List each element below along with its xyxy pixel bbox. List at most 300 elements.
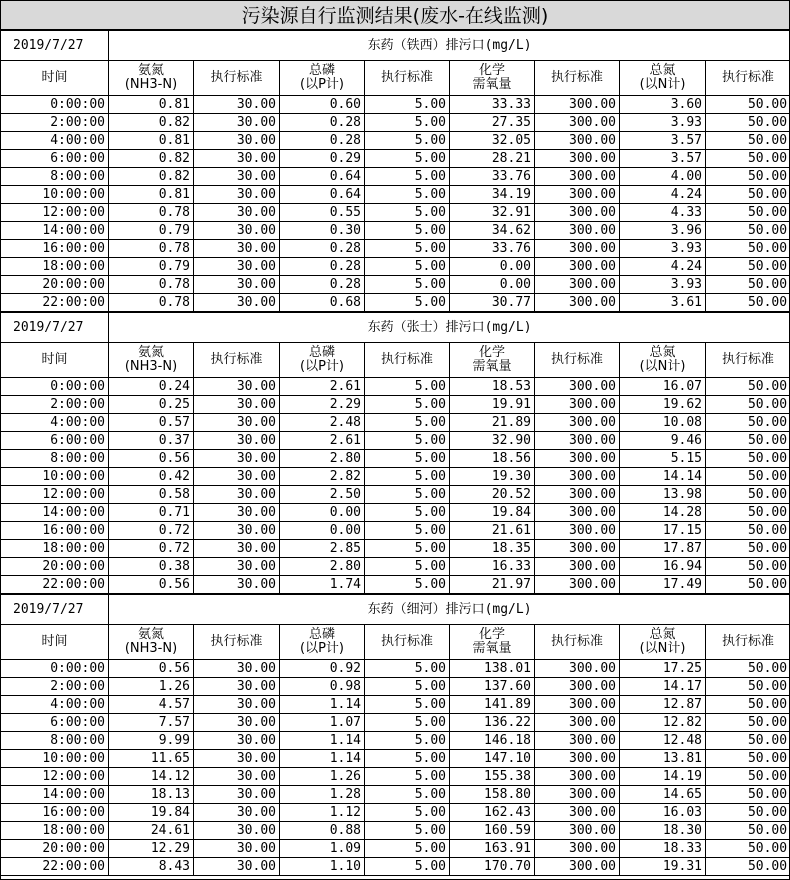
cod-cell: 136.22 bbox=[450, 714, 535, 732]
time-cell: 6:00:00 bbox=[1, 714, 109, 732]
ammonia-cell: 14.12 bbox=[109, 768, 194, 786]
nitrogen-cell: 12.48 bbox=[620, 732, 706, 750]
nitrogen-cell: 4.24 bbox=[620, 258, 706, 276]
cod-standard-cell: 300.00 bbox=[535, 378, 620, 396]
phosphorus-standard-cell: 5.00 bbox=[365, 786, 450, 804]
nitrogen-cell: 14.19 bbox=[620, 768, 706, 786]
phosphorus-standard-cell: 5.00 bbox=[365, 132, 450, 150]
cod-standard-cell: 300.00 bbox=[535, 150, 620, 168]
nitrogen-standard-cell: 50.00 bbox=[706, 468, 790, 486]
phosphorus-cell: 2.61 bbox=[280, 378, 365, 396]
phosphorus-cell: 0.30 bbox=[280, 222, 365, 240]
table-row bbox=[1, 660, 790, 678]
time-cell: 12:00:00 bbox=[1, 204, 109, 222]
phosphorus-cell: 1.09 bbox=[280, 840, 365, 858]
cod-standard-cell: 300.00 bbox=[535, 204, 620, 222]
cod-cell: 19.30 bbox=[450, 468, 535, 486]
phosphorus-standard-cell: 5.00 bbox=[365, 750, 450, 768]
cod-cell: 32.05 bbox=[450, 132, 535, 150]
table-row bbox=[1, 714, 790, 732]
ammonia-standard-cell: 30.00 bbox=[194, 822, 280, 840]
phosphorus-standard-cell: 5.00 bbox=[365, 696, 450, 714]
header-phosphorus-standard: 执行标准 bbox=[365, 61, 450, 96]
ammonia-standard-cell: 30.00 bbox=[194, 240, 280, 258]
time-cell: 2:00:00 bbox=[1, 678, 109, 696]
phosphorus-cell: 2.61 bbox=[280, 432, 365, 450]
header-nitrogen-standard: 执行标准 bbox=[706, 61, 790, 96]
time-cell: 2:00:00 bbox=[1, 114, 109, 132]
nitrogen-standard-cell: 50.00 bbox=[706, 258, 790, 276]
cod-cell: 19.91 bbox=[450, 396, 535, 414]
ammonia-cell: 18.13 bbox=[109, 786, 194, 804]
nitrogen-cell: 14.14 bbox=[620, 468, 706, 486]
time-cell: 18:00:00 bbox=[1, 258, 109, 276]
nitrogen-standard-cell: 50.00 bbox=[706, 96, 790, 114]
ammonia-standard-cell: 30.00 bbox=[194, 204, 280, 222]
table-row bbox=[1, 804, 790, 822]
nitrogen-standard-cell: 50.00 bbox=[706, 150, 790, 168]
ammonia-standard-cell: 30.00 bbox=[194, 768, 280, 786]
ammonia-standard-cell: 30.00 bbox=[194, 696, 280, 714]
cod-cell: 32.90 bbox=[450, 432, 535, 450]
nitrogen-standard-cell: 50.00 bbox=[706, 186, 790, 204]
column-header-row bbox=[1, 61, 790, 96]
cod-cell: 137.60 bbox=[450, 678, 535, 696]
time-cell: 8:00:00 bbox=[1, 450, 109, 468]
time-cell: 16:00:00 bbox=[1, 240, 109, 258]
nitrogen-cell: 4.00 bbox=[620, 168, 706, 186]
time-cell: 6:00:00 bbox=[1, 150, 109, 168]
ammonia-standard-cell: 30.00 bbox=[194, 750, 280, 768]
nitrogen-cell: 3.93 bbox=[620, 114, 706, 132]
nitrogen-standard-cell: 50.00 bbox=[706, 432, 790, 450]
ammonia-standard-cell: 30.00 bbox=[194, 396, 280, 414]
phosphorus-cell: 0.28 bbox=[280, 258, 365, 276]
table-row bbox=[1, 786, 790, 804]
time-cell: 14:00:00 bbox=[1, 222, 109, 240]
header-nitrogen: 总氮 (以N计) bbox=[620, 625, 706, 660]
table-row bbox=[1, 450, 790, 468]
phosphorus-standard-cell: 5.00 bbox=[365, 540, 450, 558]
header-nitrogen-standard: 执行标准 bbox=[706, 625, 790, 660]
cod-cell: 147.10 bbox=[450, 750, 535, 768]
header-cod-standard: 执行标准 bbox=[535, 61, 620, 96]
nitrogen-standard-cell: 50.00 bbox=[706, 240, 790, 258]
phosphorus-cell: 1.14 bbox=[280, 732, 365, 750]
ammonia-cell: 0.24 bbox=[109, 378, 194, 396]
phosphorus-standard-cell: 5.00 bbox=[365, 378, 450, 396]
phosphorus-standard-cell: 5.00 bbox=[365, 732, 450, 750]
cod-cell: 27.35 bbox=[450, 114, 535, 132]
column-header-row bbox=[1, 343, 790, 378]
phosphorus-standard-cell: 5.00 bbox=[365, 678, 450, 696]
table-row bbox=[1, 768, 790, 786]
nitrogen-standard-cell: 50.00 bbox=[706, 132, 790, 150]
phosphorus-standard-cell: 5.00 bbox=[365, 396, 450, 414]
ammonia-standard-cell: 30.00 bbox=[194, 522, 280, 540]
phosphorus-cell: 0.00 bbox=[280, 504, 365, 522]
nitrogen-cell: 19.62 bbox=[620, 396, 706, 414]
table-row bbox=[1, 132, 790, 150]
phosphorus-cell: 0.64 bbox=[280, 186, 365, 204]
ammonia-cell: 9.99 bbox=[109, 732, 194, 750]
nitrogen-standard-cell: 50.00 bbox=[706, 114, 790, 132]
ammonia-cell: 0.58 bbox=[109, 486, 194, 504]
ammonia-standard-cell: 30.00 bbox=[194, 786, 280, 804]
cod-cell: 19.84 bbox=[450, 504, 535, 522]
phosphorus-standard-cell: 5.00 bbox=[365, 522, 450, 540]
report-title: 污染源自行监测结果(废水-在线监测) bbox=[1, 0, 789, 30]
cod-standard-cell: 300.00 bbox=[535, 558, 620, 576]
phosphorus-standard-cell: 5.00 bbox=[365, 432, 450, 450]
cod-standard-cell: 300.00 bbox=[535, 450, 620, 468]
ammonia-cell: 7.57 bbox=[109, 714, 194, 732]
ammonia-standard-cell: 30.00 bbox=[194, 678, 280, 696]
time-cell: 4:00:00 bbox=[1, 696, 109, 714]
nitrogen-standard-cell: 50.00 bbox=[706, 576, 790, 594]
phosphorus-standard-cell: 5.00 bbox=[365, 576, 450, 594]
ammonia-cell: 0.81 bbox=[109, 132, 194, 150]
phosphorus-standard-cell: 5.00 bbox=[365, 468, 450, 486]
phosphorus-standard-cell: 5.00 bbox=[365, 804, 450, 822]
ammonia-standard-cell: 30.00 bbox=[194, 432, 280, 450]
header-time: 时间 bbox=[1, 625, 109, 660]
time-cell: 22:00:00 bbox=[1, 294, 109, 312]
table-row bbox=[1, 486, 790, 504]
phosphorus-standard-cell: 5.00 bbox=[365, 822, 450, 840]
nitrogen-cell: 5.15 bbox=[620, 450, 706, 468]
nitrogen-standard-cell: 50.00 bbox=[706, 504, 790, 522]
ammonia-cell: 0.72 bbox=[109, 540, 194, 558]
table-row bbox=[1, 294, 790, 312]
nitrogen-cell: 12.82 bbox=[620, 714, 706, 732]
ammonia-standard-cell: 30.00 bbox=[194, 96, 280, 114]
ammonia-standard-cell: 30.00 bbox=[194, 414, 280, 432]
header-phosphorus: 总磷 (以P计) bbox=[280, 343, 365, 378]
ammonia-cell: 0.25 bbox=[109, 396, 194, 414]
header-nitrogen-standard: 执行标准 bbox=[706, 343, 790, 378]
cod-cell: 33.76 bbox=[450, 168, 535, 186]
ammonia-cell: 8.43 bbox=[109, 858, 194, 876]
outlet-name: 东药（细河）排污口(mg/L) bbox=[109, 595, 790, 625]
header-cod-standard: 执行标准 bbox=[535, 343, 620, 378]
time-cell: 22:00:00 bbox=[1, 858, 109, 876]
outlet-title-row bbox=[1, 31, 790, 61]
outlet-name: 东药（铁西）排污口(mg/L) bbox=[109, 31, 790, 61]
phosphorus-cell: 1.74 bbox=[280, 576, 365, 594]
table-row bbox=[1, 696, 790, 714]
nitrogen-cell: 4.24 bbox=[620, 186, 706, 204]
cod-cell: 16.33 bbox=[450, 558, 535, 576]
nitrogen-cell: 3.93 bbox=[620, 276, 706, 294]
cod-standard-cell: 300.00 bbox=[535, 768, 620, 786]
nitrogen-cell: 19.31 bbox=[620, 858, 706, 876]
phosphorus-standard-cell: 5.00 bbox=[365, 222, 450, 240]
nitrogen-cell: 3.57 bbox=[620, 150, 706, 168]
ammonia-cell: 12.29 bbox=[109, 840, 194, 858]
time-cell: 20:00:00 bbox=[1, 558, 109, 576]
header-ammonia-standard: 执行标准 bbox=[194, 61, 280, 96]
nitrogen-standard-cell: 50.00 bbox=[706, 276, 790, 294]
time-cell: 0:00:00 bbox=[1, 378, 109, 396]
time-cell: 0:00:00 bbox=[1, 96, 109, 114]
ammonia-cell: 0.81 bbox=[109, 186, 194, 204]
nitrogen-standard-cell: 50.00 bbox=[706, 822, 790, 840]
table-row bbox=[1, 258, 790, 276]
cod-standard-cell: 300.00 bbox=[535, 696, 620, 714]
phosphorus-standard-cell: 5.00 bbox=[365, 258, 450, 276]
nitrogen-cell: 9.46 bbox=[620, 432, 706, 450]
phosphorus-cell: 2.80 bbox=[280, 558, 365, 576]
nitrogen-standard-cell: 50.00 bbox=[706, 396, 790, 414]
table-row bbox=[1, 750, 790, 768]
nitrogen-cell: 14.17 bbox=[620, 678, 706, 696]
phosphorus-cell: 1.28 bbox=[280, 786, 365, 804]
nitrogen-cell: 18.33 bbox=[620, 840, 706, 858]
table-row bbox=[1, 168, 790, 186]
nitrogen-standard-cell: 50.00 bbox=[706, 660, 790, 678]
cod-cell: 158.80 bbox=[450, 786, 535, 804]
phosphorus-standard-cell: 5.00 bbox=[365, 504, 450, 522]
ammonia-cell: 11.65 bbox=[109, 750, 194, 768]
phosphorus-standard-cell: 5.00 bbox=[365, 240, 450, 258]
header-phosphorus: 总磷 (以P计) bbox=[280, 61, 365, 96]
cod-standard-cell: 300.00 bbox=[535, 504, 620, 522]
ammonia-standard-cell: 30.00 bbox=[194, 486, 280, 504]
cod-standard-cell: 300.00 bbox=[535, 750, 620, 768]
time-cell: 6:00:00 bbox=[1, 432, 109, 450]
header-time: 时间 bbox=[1, 343, 109, 378]
cod-cell: 0.00 bbox=[450, 258, 535, 276]
header-nitrogen: 总氮 (以N计) bbox=[620, 61, 706, 96]
nitrogen-standard-cell: 50.00 bbox=[706, 222, 790, 240]
phosphorus-standard-cell: 5.00 bbox=[365, 96, 450, 114]
ammonia-cell: 1.26 bbox=[109, 678, 194, 696]
ammonia-cell: 0.79 bbox=[109, 222, 194, 240]
cod-cell: 33.33 bbox=[450, 96, 535, 114]
table-row bbox=[1, 522, 790, 540]
phosphorus-cell: 0.28 bbox=[280, 276, 365, 294]
time-cell: 14:00:00 bbox=[1, 504, 109, 522]
nitrogen-standard-cell: 50.00 bbox=[706, 750, 790, 768]
nitrogen-cell: 17.49 bbox=[620, 576, 706, 594]
phosphorus-standard-cell: 5.00 bbox=[365, 714, 450, 732]
ammonia-standard-cell: 30.00 bbox=[194, 660, 280, 678]
ammonia-standard-cell: 30.00 bbox=[194, 732, 280, 750]
nitrogen-standard-cell: 50.00 bbox=[706, 486, 790, 504]
ammonia-cell: 0.42 bbox=[109, 468, 194, 486]
nitrogen-standard-cell: 50.00 bbox=[706, 558, 790, 576]
ammonia-cell: 4.57 bbox=[109, 696, 194, 714]
cod-standard-cell: 300.00 bbox=[535, 660, 620, 678]
cod-cell: 163.91 bbox=[450, 840, 535, 858]
time-cell: 4:00:00 bbox=[1, 414, 109, 432]
cod-standard-cell: 300.00 bbox=[535, 258, 620, 276]
nitrogen-cell: 12.87 bbox=[620, 696, 706, 714]
cod-standard-cell: 300.00 bbox=[535, 576, 620, 594]
phosphorus-cell: 2.85 bbox=[280, 540, 365, 558]
phosphorus-standard-cell: 5.00 bbox=[365, 414, 450, 432]
nitrogen-cell: 3.96 bbox=[620, 222, 706, 240]
table-row bbox=[1, 96, 790, 114]
cod-standard-cell: 300.00 bbox=[535, 432, 620, 450]
nitrogen-standard-cell: 50.00 bbox=[706, 804, 790, 822]
table-row bbox=[1, 732, 790, 750]
cod-standard-cell: 300.00 bbox=[535, 540, 620, 558]
phosphorus-cell: 0.55 bbox=[280, 204, 365, 222]
report-date: 2019/7/27 bbox=[1, 313, 109, 343]
ammonia-cell: 0.38 bbox=[109, 558, 194, 576]
cod-cell: 21.97 bbox=[450, 576, 535, 594]
phosphorus-standard-cell: 5.00 bbox=[365, 858, 450, 876]
nitrogen-cell: 14.65 bbox=[620, 786, 706, 804]
nitrogen-standard-cell: 50.00 bbox=[706, 540, 790, 558]
table-row bbox=[1, 576, 790, 594]
table-row bbox=[1, 114, 790, 132]
ammonia-standard-cell: 30.00 bbox=[194, 840, 280, 858]
ammonia-cell: 0.72 bbox=[109, 522, 194, 540]
time-cell: 12:00:00 bbox=[1, 486, 109, 504]
time-cell: 12:00:00 bbox=[1, 768, 109, 786]
ammonia-standard-cell: 30.00 bbox=[194, 378, 280, 396]
cod-standard-cell: 300.00 bbox=[535, 822, 620, 840]
table-row bbox=[1, 504, 790, 522]
cod-cell: 21.89 bbox=[450, 414, 535, 432]
cod-standard-cell: 300.00 bbox=[535, 732, 620, 750]
time-cell: 8:00:00 bbox=[1, 168, 109, 186]
nitrogen-cell: 3.93 bbox=[620, 240, 706, 258]
cod-standard-cell: 300.00 bbox=[535, 132, 620, 150]
outlet-title-row bbox=[1, 595, 790, 625]
ammonia-standard-cell: 30.00 bbox=[194, 450, 280, 468]
cod-standard-cell: 300.00 bbox=[535, 222, 620, 240]
time-cell: 20:00:00 bbox=[1, 276, 109, 294]
phosphorus-cell: 0.29 bbox=[280, 150, 365, 168]
time-cell: 10:00:00 bbox=[1, 186, 109, 204]
cod-cell: 20.52 bbox=[450, 486, 535, 504]
table-row bbox=[1, 822, 790, 840]
phosphorus-cell: 0.88 bbox=[280, 822, 365, 840]
table-row bbox=[1, 276, 790, 294]
phosphorus-standard-cell: 5.00 bbox=[365, 486, 450, 504]
nitrogen-standard-cell: 50.00 bbox=[706, 450, 790, 468]
phosphorus-standard-cell: 5.00 bbox=[365, 150, 450, 168]
ammonia-standard-cell: 30.00 bbox=[194, 468, 280, 486]
ammonia-standard-cell: 30.00 bbox=[194, 558, 280, 576]
phosphorus-cell: 1.14 bbox=[280, 750, 365, 768]
cod-cell: 33.76 bbox=[450, 240, 535, 258]
nitrogen-standard-cell: 50.00 bbox=[706, 696, 790, 714]
ammonia-cell: 0.71 bbox=[109, 504, 194, 522]
ammonia-cell: 24.61 bbox=[109, 822, 194, 840]
phosphorus-cell: 1.26 bbox=[280, 768, 365, 786]
phosphorus-cell: 0.68 bbox=[280, 294, 365, 312]
ammonia-cell: 0.37 bbox=[109, 432, 194, 450]
phosphorus-cell: 1.10 bbox=[280, 858, 365, 876]
header-ammonia: 氨氮 (NH3-N) bbox=[109, 625, 194, 660]
time-cell: 4:00:00 bbox=[1, 132, 109, 150]
time-cell: 18:00:00 bbox=[1, 822, 109, 840]
cod-standard-cell: 300.00 bbox=[535, 786, 620, 804]
phosphorus-standard-cell: 5.00 bbox=[365, 558, 450, 576]
phosphorus-standard-cell: 5.00 bbox=[365, 186, 450, 204]
table-row bbox=[1, 840, 790, 858]
nitrogen-standard-cell: 50.00 bbox=[706, 294, 790, 312]
cod-cell: 162.43 bbox=[450, 804, 535, 822]
phosphorus-cell: 2.82 bbox=[280, 468, 365, 486]
ammonia-standard-cell: 30.00 bbox=[194, 258, 280, 276]
table-row bbox=[1, 204, 790, 222]
nitrogen-standard-cell: 50.00 bbox=[706, 168, 790, 186]
ammonia-standard-cell: 30.00 bbox=[194, 576, 280, 594]
phosphorus-cell: 0.28 bbox=[280, 240, 365, 258]
phosphorus-cell: 0.64 bbox=[280, 168, 365, 186]
cod-cell: 28.21 bbox=[450, 150, 535, 168]
phosphorus-standard-cell: 5.00 bbox=[365, 768, 450, 786]
time-cell: 16:00:00 bbox=[1, 804, 109, 822]
time-cell: 22:00:00 bbox=[1, 576, 109, 594]
table-row bbox=[1, 396, 790, 414]
header-ammonia: 氨氮 (NH3-N) bbox=[109, 61, 194, 96]
table-row bbox=[1, 540, 790, 558]
header-ammonia: 氨氮 (NH3-N) bbox=[109, 343, 194, 378]
nitrogen-cell: 17.15 bbox=[620, 522, 706, 540]
phosphorus-cell: 0.28 bbox=[280, 132, 365, 150]
time-cell: 20:00:00 bbox=[1, 840, 109, 858]
phosphorus-standard-cell: 5.00 bbox=[365, 114, 450, 132]
cod-cell: 34.62 bbox=[450, 222, 535, 240]
cod-cell: 170.70 bbox=[450, 858, 535, 876]
table-row bbox=[1, 558, 790, 576]
table-row bbox=[1, 414, 790, 432]
cod-cell: 146.18 bbox=[450, 732, 535, 750]
cod-standard-cell: 300.00 bbox=[535, 96, 620, 114]
phosphorus-cell: 2.80 bbox=[280, 450, 365, 468]
table-row bbox=[1, 150, 790, 168]
time-cell: 0:00:00 bbox=[1, 660, 109, 678]
header-cod: 化学 需氧量 bbox=[450, 625, 535, 660]
cod-cell: 138.01 bbox=[450, 660, 535, 678]
ammonia-cell: 0.56 bbox=[109, 450, 194, 468]
cod-cell: 0.00 bbox=[450, 276, 535, 294]
nitrogen-standard-cell: 50.00 bbox=[706, 732, 790, 750]
phosphorus-cell: 0.92 bbox=[280, 660, 365, 678]
column-header-row bbox=[1, 625, 790, 660]
ammonia-cell: 0.82 bbox=[109, 150, 194, 168]
nitrogen-cell: 3.60 bbox=[620, 96, 706, 114]
header-phosphorus-standard: 执行标准 bbox=[365, 343, 450, 378]
phosphorus-standard-cell: 5.00 bbox=[365, 276, 450, 294]
cod-cell: 155.38 bbox=[450, 768, 535, 786]
ammonia-standard-cell: 30.00 bbox=[194, 222, 280, 240]
nitrogen-standard-cell: 50.00 bbox=[706, 378, 790, 396]
cod-standard-cell: 300.00 bbox=[535, 396, 620, 414]
phosphorus-standard-cell: 5.00 bbox=[365, 294, 450, 312]
ammonia-cell: 0.82 bbox=[109, 114, 194, 132]
ammonia-standard-cell: 30.00 bbox=[194, 504, 280, 522]
header-cod: 化学 需氧量 bbox=[450, 61, 535, 96]
time-cell: 16:00:00 bbox=[1, 522, 109, 540]
ammonia-cell: 0.78 bbox=[109, 294, 194, 312]
cod-cell: 21.61 bbox=[450, 522, 535, 540]
cod-cell: 34.19 bbox=[450, 186, 535, 204]
outlet-table bbox=[0, 594, 790, 876]
outlet-blocks bbox=[1, 30, 789, 876]
ammonia-standard-cell: 30.00 bbox=[194, 714, 280, 732]
nitrogen-cell: 16.03 bbox=[620, 804, 706, 822]
cod-cell: 18.56 bbox=[450, 450, 535, 468]
header-phosphorus-standard: 执行标准 bbox=[365, 625, 450, 660]
